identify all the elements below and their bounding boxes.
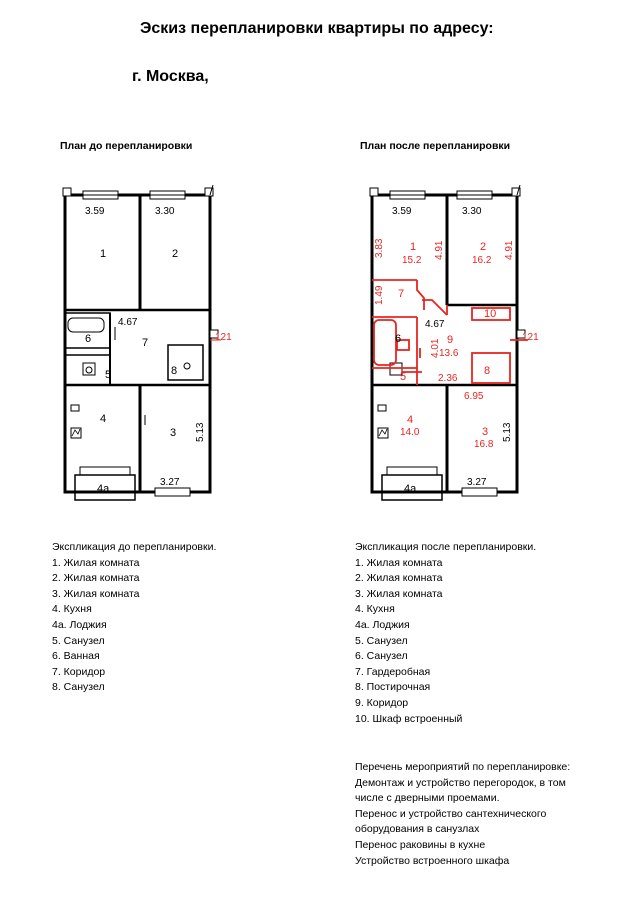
room-label-10: 10 (484, 308, 497, 320)
measures-list (355, 760, 570, 869)
room-label-5: 5 (105, 369, 112, 381)
dim-top-right: 3.30 (155, 206, 175, 217)
list-item: 10. Шкаф встроенный (355, 712, 463, 725)
dim-r1-side: 3.83 (374, 238, 385, 258)
room-area-9: 13.6 (439, 348, 459, 359)
room-area-3: 16.8 (474, 439, 494, 450)
list-item: Перенос раковины в кухне (355, 838, 486, 851)
list-item: Демонтаж и устройство перегородок, в том (355, 776, 566, 789)
list-item: 8. Санузел (52, 681, 105, 694)
dim-r1-h: 4.91 (434, 240, 445, 260)
list-item: 4. Кухня (52, 603, 92, 616)
room-label-4a: 4a (97, 483, 110, 495)
dim-r9-w2: 6.95 (464, 391, 484, 402)
dim-r9-h: 4.01 (430, 338, 441, 358)
dim-room3: 5.13 (195, 422, 206, 442)
list-item: оборудования в санузлах (355, 823, 480, 836)
plan-after-drawing (362, 180, 542, 505)
dim-corridor: 4.67 (118, 317, 138, 328)
room-label-4a: 4a (404, 483, 417, 495)
list-item: 9. Коридор (355, 696, 409, 709)
list-item: 6. Санузел (355, 650, 408, 663)
explication-before (52, 540, 216, 696)
dim-corridor: 4.67 (425, 319, 445, 330)
room-label-6: 6 (395, 333, 402, 345)
list-item: 4а. Лоджия (355, 618, 410, 631)
dim-bottom: 3.27 (467, 477, 487, 488)
page-title: Эскиз перепланировки квартиры по адресу: (140, 20, 494, 37)
dim-top-left: 3.59 (392, 206, 412, 217)
list-item: 5. Санузел (355, 634, 408, 647)
room-area-2: 16.2 (472, 255, 492, 266)
list-item: числе с дверными проемами. (355, 792, 500, 805)
list-item: 2. Жилая комната (52, 572, 140, 585)
room-area-4: 14.0 (400, 427, 420, 438)
dim-ext: 121 (215, 332, 232, 343)
list-item: 4. Кухня (355, 603, 395, 616)
plan-before-drawing (55, 180, 235, 505)
room-label-8: 8 (484, 365, 491, 377)
plan-after-caption: План после перепланировки (360, 140, 511, 152)
room-label-1: 1 (100, 248, 107, 260)
dim-r2-h: 4.91 (504, 240, 515, 260)
room-label-6: 6 (85, 333, 92, 345)
dim-top-left: 3.59 (85, 206, 105, 217)
room-label-7: 7 (398, 288, 405, 300)
list-item: 4а. Лоджия (52, 618, 107, 631)
explication-before-title: Экспликация до перепланировки. (52, 541, 217, 553)
room-label-2: 2 (480, 241, 487, 253)
list-item: 7. Коридор (52, 665, 106, 678)
dim-ext: 121 (522, 332, 539, 343)
list-item: 3. Жилая комната (52, 587, 140, 600)
dim-r9-w: 2.36 (438, 373, 458, 384)
dim-room3: 5.13 (502, 422, 513, 442)
list-item: 6. Ванная (52, 650, 100, 663)
list-item: 1. Жилая комната (52, 556, 140, 569)
dim-top-right: 3.30 (462, 206, 482, 217)
room-label-4: 4 (100, 413, 107, 425)
room-label-7: 7 (142, 337, 149, 349)
room-label-9: 9 (447, 334, 454, 346)
list-item: 1. Жилая комната (355, 556, 443, 569)
room-area-1: 15.2 (402, 255, 422, 266)
list-item: 7. Гардеробная (355, 665, 431, 678)
room-label-8: 8 (171, 365, 178, 377)
list-item: 8. Постирочная (355, 681, 431, 694)
list-item: 5. Санузел (52, 634, 105, 647)
room-label-1: 1 (410, 241, 417, 253)
plan-before-caption: План до перепланировки (60, 140, 193, 152)
list-item: 3. Жилая комната (355, 587, 443, 600)
list-item: 2. Жилая комната (355, 572, 443, 585)
room-label-4: 4 (407, 414, 414, 426)
list-item: Перенос и устройство сантехнического (355, 807, 547, 820)
room-label-3: 3 (482, 426, 489, 438)
address-city: г. Москва, (132, 68, 209, 85)
explication-after (355, 540, 536, 727)
list-item: Устройство встроенного шкафа (355, 854, 510, 867)
room-label-3: 3 (170, 427, 177, 439)
room-label-5: 5 (400, 371, 407, 383)
dim-r7-h: 1.49 (374, 285, 385, 305)
dim-bottom: 3.27 (160, 477, 180, 488)
room-label-2: 2 (172, 248, 179, 260)
explication-after-title: Экспликация после перепланировки. (355, 541, 537, 553)
measures-title: Перечень мероприятий по перепланировке: (355, 761, 571, 773)
